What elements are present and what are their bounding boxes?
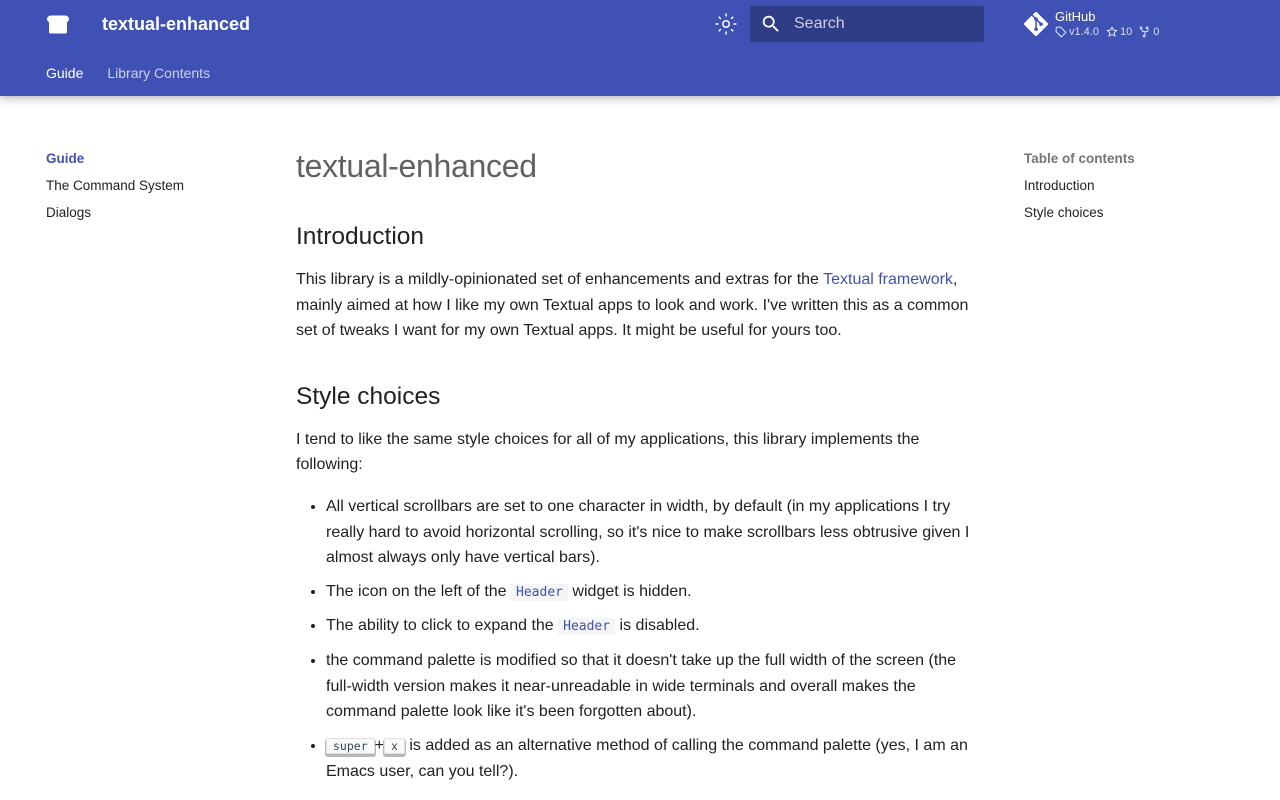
- bullet-text: is disabled.: [615, 617, 700, 635]
- stars-fact: [1106, 25, 1132, 39]
- list-item: • the command palette is modified so that it doesn't take up the full width of the screen (the full-width version makes it near-unreadable in wide terminals and overall makes the command palette look like it's been forgotten about).: [326, 648, 980, 725]
- github-repo-link[interactable]: [1024, 8, 1224, 40]
- version-text: v1.4.0: [1069, 26, 1099, 38]
- main-content: [296, 142, 980, 793]
- header-code: Header: [558, 618, 615, 635]
- intro-text-end: , mainly aimed at how I like my own Textual apps to look and work. I've written this as a common set of tweaks I want for my own Textual apps. It might be useful for yours too.: [296, 271, 969, 340]
- tab-library-contents[interactable]: Library Contents: [107, 65, 211, 81]
- git-icon: [1024, 12, 1048, 36]
- search-input[interactable]: [794, 6, 974, 42]
- toc-item-style-choices[interactable]: Style choices: [1024, 205, 1104, 220]
- bullet-text: widget is hidden.: [567, 582, 692, 600]
- tab-guide[interactable]: Guide: [46, 65, 84, 81]
- sidebar-title-guide[interactable]: Guide: [46, 151, 85, 166]
- tag-icon: [1055, 26, 1067, 38]
- bullet-text: is added as an alternative method of calling the command palette (yes, I am an Emacs user, can you tell?).: [326, 736, 968, 781]
- fork-icon: [1139, 26, 1151, 38]
- forks-fact: [1139, 25, 1159, 39]
- version-fact: [1055, 25, 1099, 39]
- brightness-toggle-icon[interactable]: [714, 12, 738, 36]
- introduction-paragraph: [296, 267, 980, 344]
- search-icon: [760, 13, 782, 35]
- forks-count: 0: [1153, 26, 1160, 38]
- textual-framework-link[interactable]: Textual framework: [823, 271, 953, 288]
- repo-name: GitHub: [1055, 9, 1096, 24]
- toc-title: Table of contents: [1024, 151, 1135, 166]
- search-box[interactable]: [750, 6, 984, 42]
- page-title: textual-enhanced: [296, 148, 537, 184]
- toc-item-introduction[interactable]: Introduction: [1024, 178, 1095, 193]
- header-tabs: [46, 62, 234, 84]
- x-key: x: [384, 738, 405, 754]
- repo-facts: [1055, 25, 1166, 39]
- primary-sidebar: [46, 148, 246, 229]
- plus-sign: +: [374, 736, 384, 754]
- sidebar-item-dialogs[interactable]: Dialogs: [46, 205, 92, 220]
- list-item: [326, 733, 980, 785]
- list-item: [326, 613, 980, 640]
- table-of-contents: [1024, 148, 1244, 229]
- intro-text-start: This library is a mildly-opinionated set of enhancements and extras for the: [296, 271, 824, 288]
- stars-count: 10: [1119, 26, 1133, 38]
- header-code: Header: [511, 584, 568, 601]
- list-item: • All vertical scrollbars are set to one character in width, by default (in my applications I try really hard to avoid horizontal scrolling, so it's nice to make scrollbars less obtrusive given I almost always only have vertical bars).: [326, 494, 980, 571]
- bread-logo-icon[interactable]: [46, 12, 70, 36]
- list-item: [326, 579, 980, 606]
- site-header: [0, 0, 1280, 96]
- star-icon: [1106, 26, 1118, 38]
- introduction-heading: Introduction: [296, 223, 425, 250]
- bullet-text: The icon on the left of the: [326, 582, 512, 600]
- style-choices-list: [296, 494, 980, 785]
- super-key: super: [326, 738, 375, 754]
- style-choices-heading: Style choices: [296, 382, 441, 410]
- bullet-text: The ability to click to expand the: [326, 617, 559, 635]
- style-choices-paragraph: I tend to like the same style choices for all of my applications, this library implements the following:: [296, 430, 920, 474]
- site-title[interactable]: textual-enhanced: [102, 14, 251, 34]
- sidebar-item-command-system[interactable]: The Command System: [46, 178, 185, 193]
